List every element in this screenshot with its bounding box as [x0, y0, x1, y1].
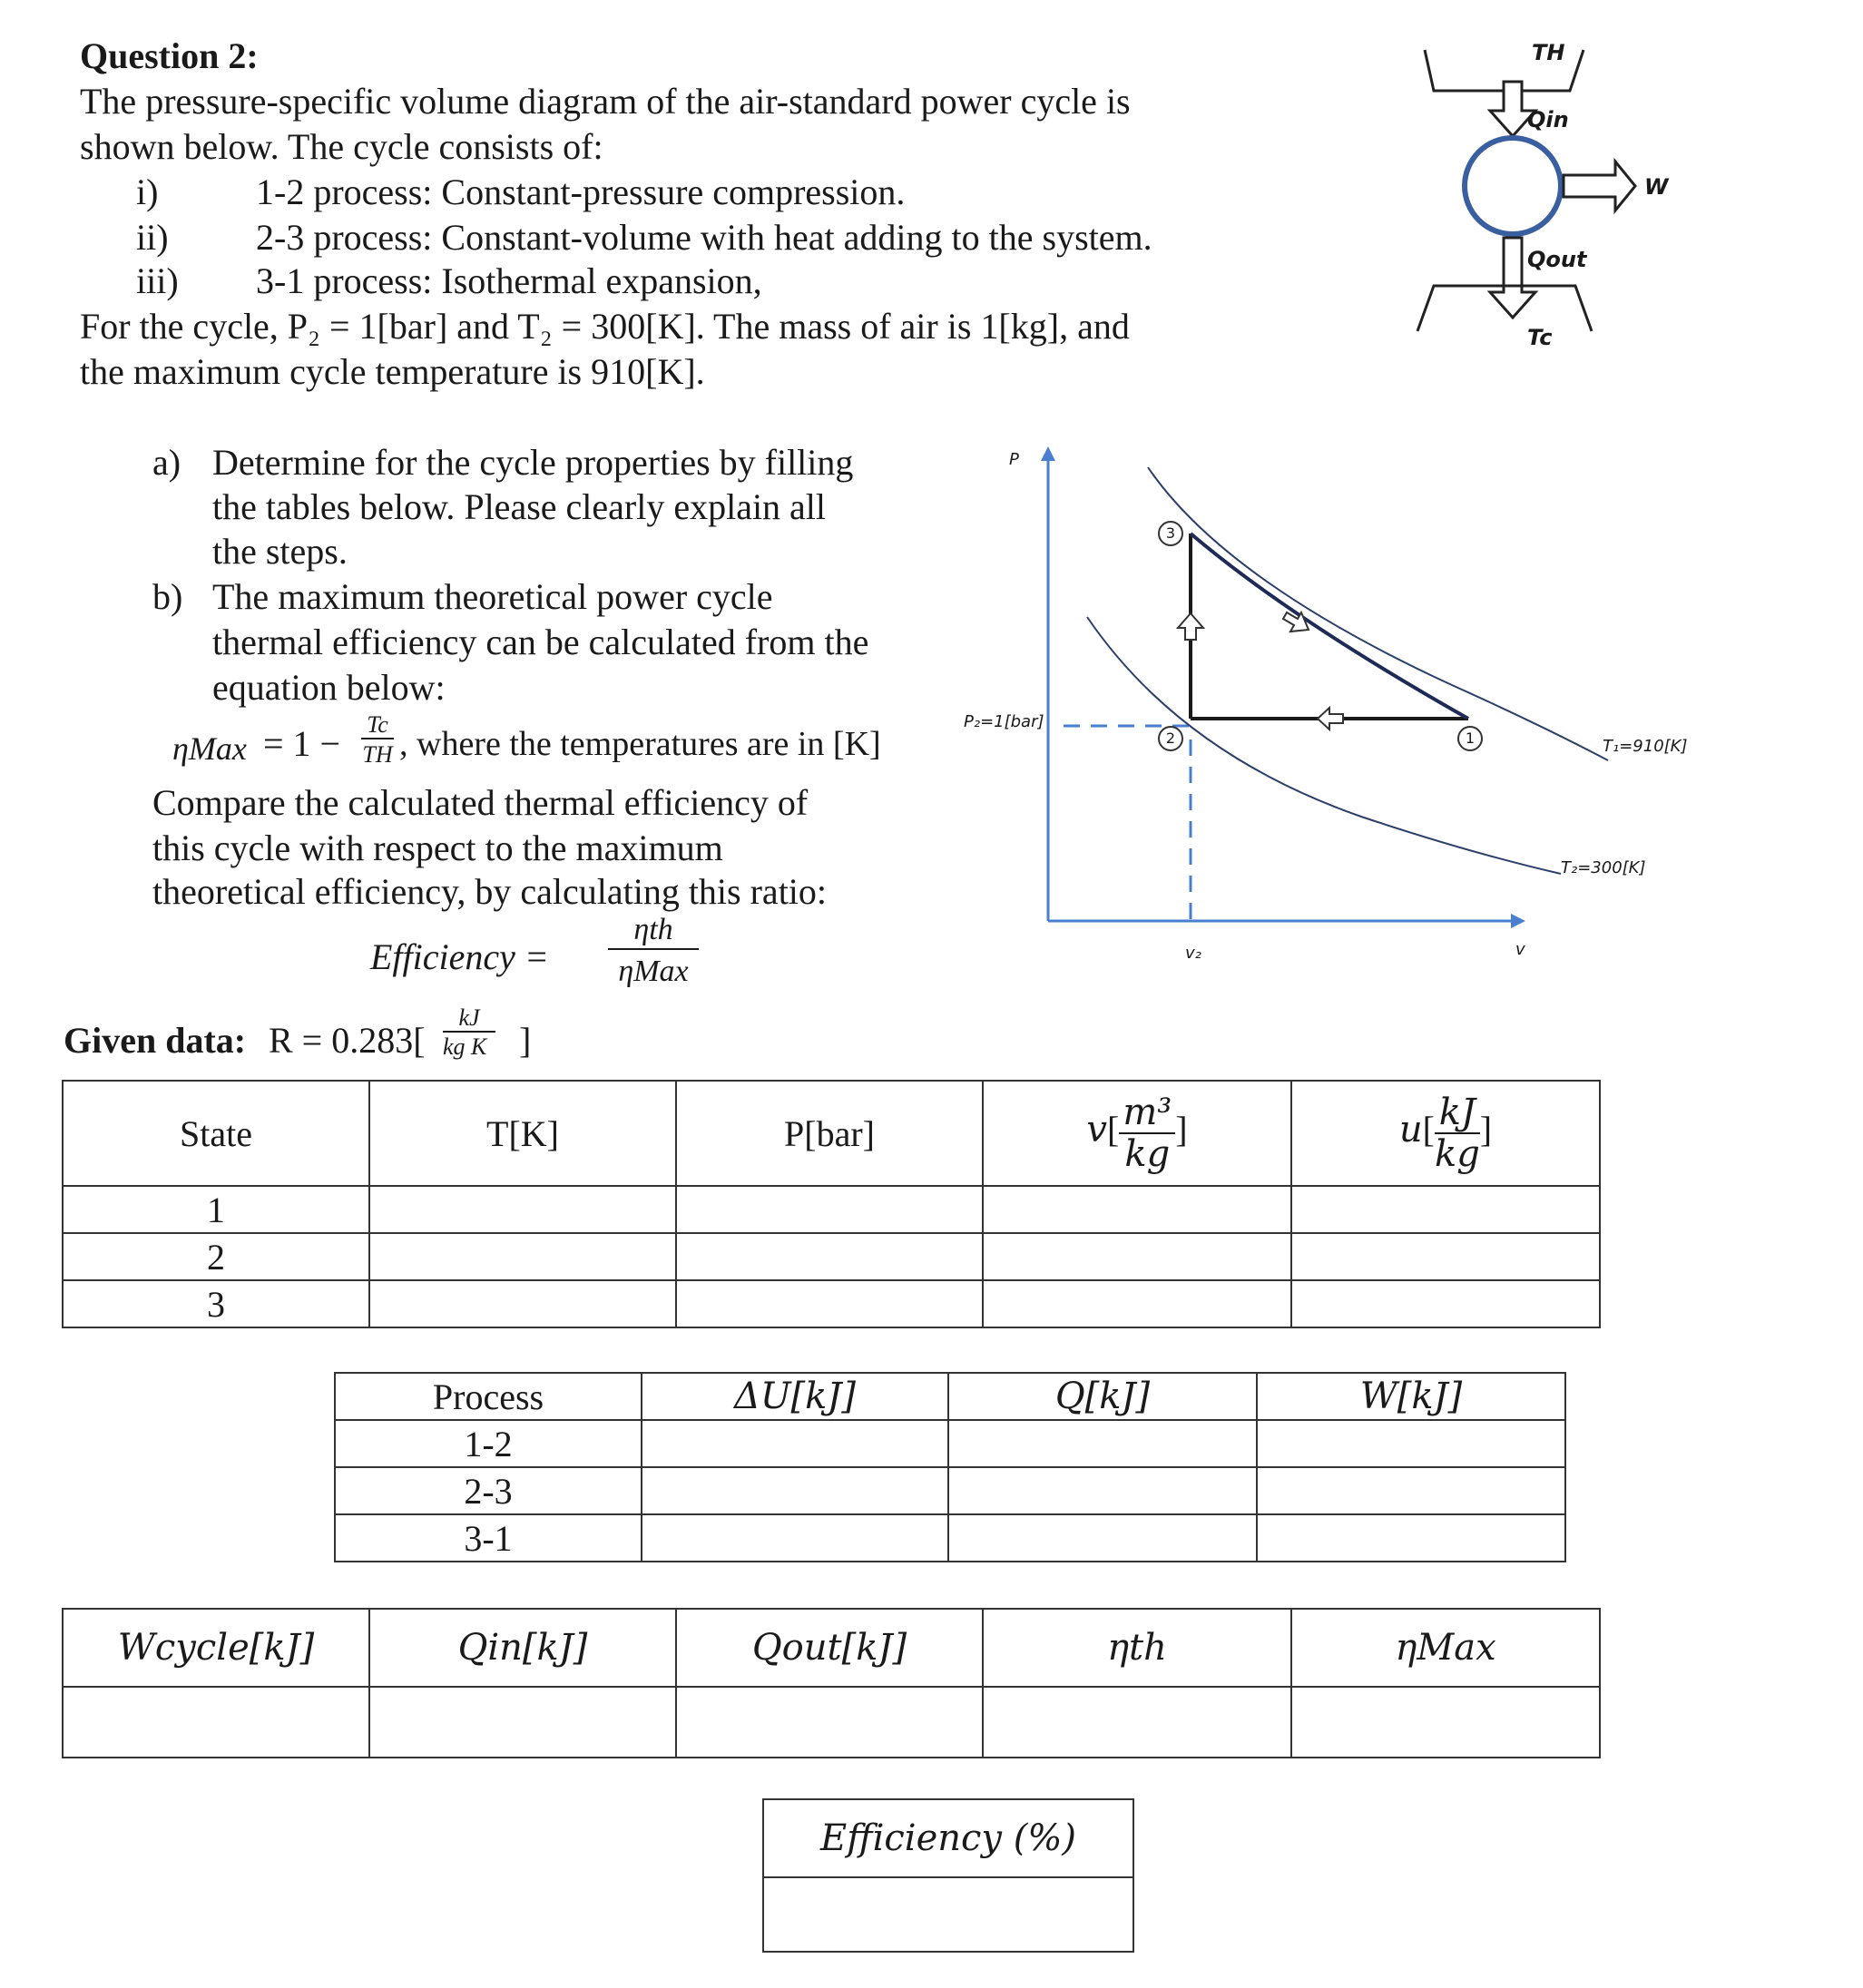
empty-cell[interactable]	[983, 1280, 1291, 1327]
temperature-header: T[K]	[369, 1081, 676, 1186]
process-text-3: 3-1 process: Isothermal expansion,	[256, 260, 762, 301]
process-num-2: ii)	[136, 217, 169, 258]
empty-cell[interactable]	[983, 1687, 1291, 1758]
empty-cell[interactable]	[983, 1186, 1291, 1233]
state-table-header-row	[63, 1081, 1600, 1186]
u-symbol: u	[1398, 1109, 1423, 1151]
table-row	[63, 1687, 1600, 1758]
arrow-3-1	[1283, 612, 1309, 632]
empty-cell[interactable]	[948, 1420, 1257, 1467]
empty-cell[interactable]	[369, 1233, 676, 1280]
v-axis-arrow	[1511, 914, 1525, 928]
u-unit-den: kg	[1434, 1133, 1480, 1175]
empty-cell[interactable]	[948, 1467, 1257, 1514]
state-1-label: 1	[1465, 730, 1476, 747]
w-cycle-header: Wcycle[kJ]	[63, 1609, 369, 1687]
part-a-line-1: Determine for the cycle properties by filling	[212, 442, 854, 483]
u-unit-num: kJ	[1435, 1094, 1480, 1134]
process-cell: 1-2	[335, 1420, 642, 1467]
given-unit-den: kg K	[443, 1033, 487, 1060]
process-table	[334, 1372, 1566, 1562]
process-3-1-curve	[1191, 534, 1468, 719]
empty-cell[interactable]	[676, 1280, 983, 1327]
empty-cell[interactable]	[642, 1420, 948, 1467]
process-cell: 2-3	[335, 1467, 642, 1514]
engine-qin-label: Qin	[1527, 107, 1569, 132]
table-row	[763, 1877, 1133, 1952]
specific-volume-header: v[ $\frac{\text{m³}}{kg}$ ]	[983, 1081, 1291, 1186]
given-unit-num: kJ	[443, 1005, 495, 1033]
state-2-label: 2	[1165, 730, 1176, 747]
engine-qout-label: Qout	[1527, 247, 1587, 272]
q-header: Q[kJ]	[948, 1373, 1257, 1420]
v2-label: v₂	[1185, 944, 1201, 963]
compare-line-2: this cycle with respect to the maximum	[152, 828, 723, 868]
empty-cell[interactable]	[1257, 1420, 1565, 1467]
table-row	[335, 1514, 1565, 1562]
empty-cell[interactable]	[676, 1687, 983, 1758]
engine-tc-label: Tc	[1527, 325, 1553, 350]
compare-line-3: theoretical efficiency, by calculating this ratio:	[152, 871, 828, 912]
isotherm-t1	[1148, 467, 1608, 760]
table-row	[63, 1233, 1600, 1280]
empty-cell[interactable]	[983, 1233, 1291, 1280]
table-row	[63, 1280, 1600, 1327]
eta-max-eq: = 1 −	[263, 723, 341, 764]
given-expr: R = 0.283[	[269, 1020, 426, 1061]
eta-frac-num: Tc	[361, 712, 394, 739]
v-axis-label: v	[1515, 940, 1525, 959]
w-header: W[kJ]	[1257, 1373, 1565, 1420]
summary-table-header-row	[63, 1609, 1600, 1687]
process-table-header-row	[335, 1373, 1565, 1420]
summary-table	[62, 1608, 1601, 1758]
compare-line-1: Compare the calculated thermal efficiency of	[152, 782, 809, 823]
efficiency-header-row	[763, 1799, 1133, 1877]
eta-max-tail: , where the temperatures are in [K]	[399, 725, 881, 763]
ratio-den: ηMax	[618, 955, 689, 988]
process-num-1: i)	[136, 171, 159, 212]
given-close: ]	[519, 1020, 532, 1061]
p-axis-arrow	[1041, 446, 1055, 461]
empty-cell[interactable]	[642, 1467, 948, 1514]
arrow-2-3	[1178, 613, 1203, 640]
intro-line-2: shown below. The cycle consists of:	[80, 126, 603, 167]
state-table	[62, 1080, 1601, 1328]
part-b-line-2: thermal efficiency can be calculated from the	[212, 622, 869, 662]
process-header: Process	[335, 1373, 642, 1420]
empty-cell[interactable]	[63, 1687, 369, 1758]
empty-cell[interactable]	[676, 1186, 983, 1233]
empty-cell[interactable]	[1257, 1467, 1565, 1514]
engine-w-label: W	[1644, 174, 1669, 200]
q-out-header: Qout[kJ]	[676, 1609, 983, 1687]
delta-u-header: ΔU[kJ]	[642, 1373, 948, 1420]
empty-cell[interactable]	[1291, 1687, 1600, 1758]
question-title: Question 2:	[80, 35, 259, 76]
pressure-header: P[bar]	[676, 1081, 983, 1186]
process-text-2: 2-3 process: Constant-volume with heat adding to the system.	[256, 217, 1152, 258]
empty-cell[interactable]	[369, 1186, 676, 1233]
isotherm-t2	[1087, 617, 1561, 874]
part-b-line-1: The maximum theoretical power cycle	[212, 576, 773, 617]
empty-cell[interactable]	[1291, 1233, 1600, 1280]
state-3-label: 3	[1165, 524, 1176, 542]
state-cell: 1	[63, 1186, 369, 1233]
empty-cell[interactable]	[948, 1514, 1257, 1562]
eta-max-lhs: ηMax	[172, 730, 247, 767]
table-row	[63, 1186, 1600, 1233]
efficiency-table	[762, 1798, 1134, 1953]
state-header: State	[63, 1081, 369, 1186]
empty-cell[interactable]	[763, 1877, 1133, 1952]
state-cell: 2	[63, 1233, 369, 1280]
empty-cell[interactable]	[1291, 1280, 1600, 1327]
empty-cell[interactable]	[676, 1233, 983, 1280]
eta-th-header: ηth	[983, 1609, 1291, 1687]
arrow-1-2	[1318, 708, 1343, 730]
engine-th-label: TH	[1532, 40, 1565, 65]
empty-cell[interactable]	[369, 1687, 676, 1758]
part-b-label: b)	[152, 576, 183, 617]
t2-label: T₂=300[K]	[1561, 858, 1646, 877]
ratio-lhs: Efficiency =	[370, 936, 549, 977]
conditions-line-1: For the cycle, P₂ = 1[bar] and T₂ = 300[K]. The mass of air is 1[kg], and	[80, 306, 1130, 347]
process-text-1: 1-2 process: Constant-pressure compression.	[256, 171, 906, 212]
empty-cell[interactable]	[369, 1280, 676, 1327]
process-num-3: iii)	[136, 260, 179, 301]
table-row	[335, 1467, 1565, 1514]
part-a-line-2: the tables below. Please clearly explain all	[212, 486, 827, 527]
v-unit-den: kg	[1124, 1133, 1171, 1175]
part-a-label: a)	[152, 442, 181, 483]
v-unit-num: m³	[1119, 1094, 1175, 1134]
part-b-line-3: equation below:	[212, 667, 446, 708]
p2-label: P₂=1[bar]	[964, 712, 1044, 731]
p-axis-label: P	[1009, 450, 1019, 469]
conditions-line-2: the maximum cycle temperature is 910[K].	[80, 351, 705, 392]
efficiency-header: Efficiency (%)	[763, 1799, 1133, 1877]
v-symbol: v	[1086, 1109, 1107, 1151]
eta-max-header: ηMax	[1291, 1609, 1600, 1687]
eta-frac-den: TH	[362, 741, 393, 768]
empty-cell[interactable]	[1291, 1186, 1600, 1233]
t1-label: T₁=910[K]	[1603, 737, 1688, 756]
part-a-line-3: the steps.	[212, 531, 348, 572]
ratio-num: ηth	[608, 912, 699, 950]
table-row	[335, 1420, 1565, 1467]
empty-cell[interactable]	[642, 1514, 948, 1562]
given-label: Given data:	[64, 1020, 247, 1061]
process-cell: 3-1	[335, 1514, 642, 1562]
state-cell: 3	[63, 1280, 369, 1327]
q-in-header: Qin[kJ]	[369, 1609, 676, 1687]
internal-energy-header: u[ $\frac{kJ}{kg}$ ]	[1291, 1081, 1600, 1186]
empty-cell[interactable]	[1257, 1514, 1565, 1562]
intro-line-1: The pressure-specific volume diagram of the air-standard power cycle is	[80, 81, 1131, 122]
